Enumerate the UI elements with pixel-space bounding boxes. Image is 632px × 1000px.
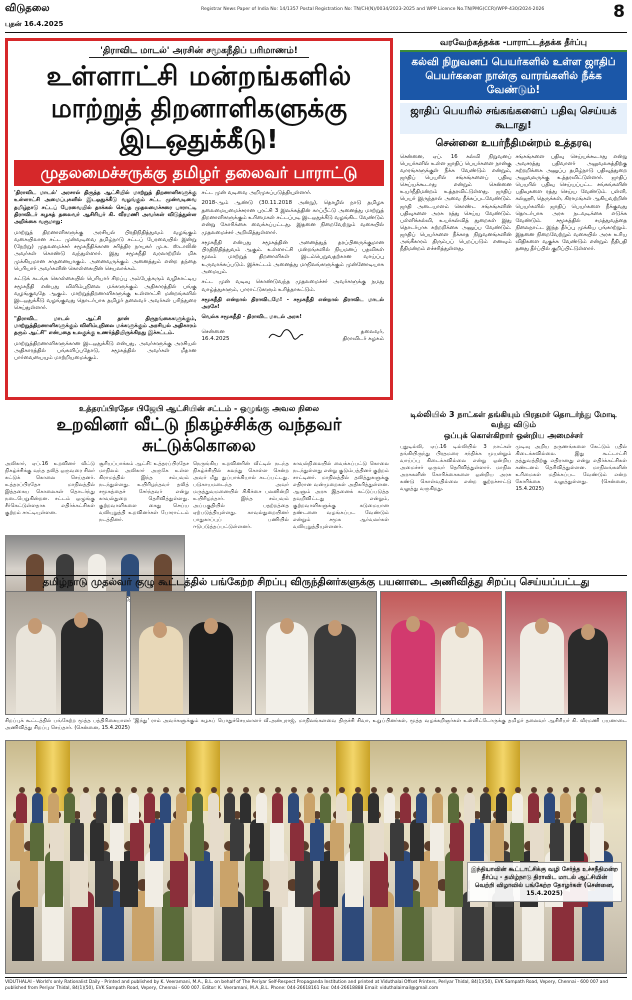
- lead-article: [5, 38, 393, 400]
- crowd-person: [416, 793, 427, 823]
- crowd-person-head: [499, 787, 505, 793]
- lead-paragraph: மாற்றுத் திறனாளிகளுக்கு அரசியல் பிரதிநிதித்துவம் வழங்கும் வகையிலான சட்ட முன்வடிவை தமிழ்நாடு சட்டப் பேரவையில் இன்று (நேற்று) முதலமைச்சர் சமூகநீதிக்கான சரித்திர நாயகர் மு.க. ஸ்டாலின் அவர்கள் கொண்டு வந்துள்ளார். இது சமூகநீதி வரலாற்றில் மிக முக்கியமான சாதனையாகும். அனைவருக்கும் அனைத்தும் என்ற தந்தை பெரியார் அவர்களின் கொள்கையின் செயலாக்கம்.: [14, 229, 197, 272]
- lead-paragraph: வெல்க சமூகநீதி - திராவிட மாடல் அரசு!: [201, 314, 302, 321]
- crowd-person-head: [339, 787, 345, 793]
- crowd-person: [256, 793, 267, 823]
- event-photo: [5, 591, 127, 715]
- lead-column-2: [202, 190, 385, 366]
- up-column-4: காவல்நிலையில் வைக்கப்பட்டு கொலை நடந்துள்ளது என்று குடும்பத்தினர் குற்றம் சாட்டினர். மாநிலத்தில் தலித்துகளுக்கு எதிரான வன்முறைகள் அதிகரித்துள்ளன. ஆளும் அரசு இதனைக் கட்டுப்படுத்த தவறிவிட்டது என்றும், குற்றவாளிகளுக்கு கடுமையான தண்டனை வழங்கப்பட வேண்டும் என்றும் சமூக ஆர்வலர்கள் வலியுறுத்தியுள்ளனர்.: [293, 460, 389, 530]
- crowd-person: [150, 819, 164, 861]
- delhi-column-1: புதுடில்லி, ஏப்.16 டில்லியில் 3 நாட்கள் தங்கியிருந்து பிரதமரை சந்திக்க முயன்றும் வாய்ப்பு கிடைக்கவில்லை என்று ஒன்றிய அமைச்சர் ஒருவர் தெரிவித்துள்ளார். மாநில அரசுகளின் கோரிக்கைகளை ஒன்றிய அரசு கண்டு கொள்வதில்லை என்ற குற்றச்சாட்டு வலுத்து வருகிறது.: [400, 443, 512, 492]
- crowd-person-head: [115, 787, 121, 793]
- crowd-person: [16, 793, 27, 823]
- crowd-person: [352, 793, 363, 823]
- crowd-person: [400, 793, 411, 823]
- up-headline: உறவினர் வீட்டு நிகழ்ச்சிக்கு வந்தவர் சுட்டுக்கொலை: [56, 415, 342, 457]
- crowd-person: [410, 819, 424, 861]
- imprint-footer: VIDUTHALAI - World's only Rationalist Daily - Printed and published by K. Veeramani, M.A., B.L. on behalf of The Periyar Self-Respect Propaganda Institution and printed at Viduthalai Offset Printers, Periyar Thidal, 84(1)(50), EVK Sampath Road, Vepery, Chennai - 600 007 and published from Periyar Thidal, 84(1)(50), EVK Sampath Road, Vepery, Chennai - 600 007. Editor: K. Veeramani, M.A.,B.L. Phone: 044-26618161 Fax: 044-26618888 Email: viduthalaimail@gmail.com: [5, 977, 627, 992]
- crowd-person: [450, 819, 464, 861]
- verdict-court: சென்னை உயர்நீதிமன்றம் உத்தரவு: [435, 138, 592, 150]
- verdict-column-2: சங்கங்களை பதிவு செய்யக்கூடாது என்று அவசரத்து பதிவாளர் அலுவலகத்திற்கு சுற்றறிக்கை அனுப்ப தமிழ்நாடு பதிவுத்துறை அலுவலருக்கு உத்தரவிட்டுள்ளார். ஜாதிப் பெயரில் பதிவு செய்யப்பட்ட சங்கங்களின் பதிவுகளை ரத்து செய்ய வேண்டும். பள்ளி, கல்லூரி, தெருக்கள், கிராமங்கள் ஆகியவற்றின் பெயர்களில் ஜாதிப் பெயர்களை நீக்குவது தொடர்பாக அரசு நடவடிக்கை எடுக்க வேண்டும். சமூகத்தில் சமத்துவத்தை நிலைநாட்ட இந்த தீர்ப்பு முக்கிய பங்காற்றும். இதனை நிறைவேற்றும் வகையில் அரசு உரிய விதிகளை வகுக்க வேண்டும் என்றும் நீதிபதி தனது தீர்ப்பில் குறிப்பிட்டுள்ளார்.: [515, 153, 627, 253]
- crowd-person-head: [355, 787, 361, 793]
- crowd-person: [192, 793, 203, 823]
- crowd-person: [208, 793, 219, 823]
- crowd-person: [176, 793, 187, 823]
- crowd-person: [480, 793, 491, 823]
- event-photo: [255, 591, 377, 715]
- crowd-photo: [5, 740, 627, 974]
- event-photo-strip: [5, 591, 627, 715]
- crowd-person-head: [291, 787, 297, 793]
- crowd-person: [560, 793, 571, 823]
- crowd-person: [310, 819, 324, 861]
- delhi-headline: டில்லியில் 3 நாட்கள் தங்கியும் பிரதமர் தொடர்ந்து மோடி வந்து விடும்: [410, 410, 617, 430]
- lead-paragraph: "திராவிட மாடல் ஆட்சி தான் திருநங்கைகளுக்கும், மாற்றுத்திறனாளிகளுக்கும் விளிம்புநிலை மக்களுக்கும் அரசியல் அதிகாரம் தரும் ஆட்சி" என்பதை உலகுக்கு உணர்த்தியிருக்கிறது இச்சட்டம்.: [14, 315, 197, 337]
- crowd-person: [304, 793, 315, 823]
- verdict-kicker: வரவேற்கத்தக்க -பாராட்டத்தக்க தீர்ப்பு: [439, 38, 587, 48]
- delhi-article: [400, 410, 627, 493]
- lead-kicker: 'திராவிட மாடல்' அரசின் சமூகநீதிப் பரிமாணம்!: [89, 46, 309, 58]
- crowd-person: [370, 819, 384, 861]
- crowd-person: [240, 793, 251, 823]
- crowd-person: [432, 793, 443, 823]
- crowd-person-head: [163, 787, 169, 793]
- issue-date: புதன் 16.4.2025: [5, 20, 64, 28]
- sign-role: தலைவர்,: [360, 328, 384, 335]
- crowd-person-head: [147, 787, 153, 793]
- lead-headline-line-1: உள்ளாட்சி மன்றங்களில்: [46, 61, 352, 93]
- up-column-2: சூரியப்பாக்கம் ஆட்சி: உத்தரப்பிரதேச மாநிலம் அலிகார் அருகே உள்ள கிராமத்தில் இந்த சம்பவம் நடந்துள்ளது. உயிரிழந்தவர் தலித் சமூகத்தைச் சேர்ந்தவர் என்று காவல்துறை தெரிவித்துள்ளது. குற்றவாளிகளை கைது செய்ய வலியுறுத்தி உறவினர்கள் போராட்டம் நடத்தினர்.: [99, 460, 189, 523]
- event-photo: [380, 591, 502, 715]
- crowd-person-head: [531, 787, 537, 793]
- crowd-person: [528, 793, 539, 823]
- crowd-person-head: [179, 787, 185, 793]
- crowd-person-head: [307, 787, 313, 793]
- crowd-person-head: [243, 787, 249, 793]
- crowd-person: [96, 793, 107, 823]
- lead-paragraph: கட்டுக் கடங்க கொள்கையில் பெரியார் சிறப்பு அம்பேத்கரும் வழிகாட்டிய சமூகநீதி என்பது விளிம்புநிலை மக்களுக்கும் அதிகாரத்தில் பங்கு வழங்குவதே ஆகும். மாற்றுத்திறனாளிகளுக்கு உள்ளாட்சி மன்றங்களில் இடஒதுக்கீடு வழங்குவது தொடர்பாக தமிழர் தலைவர் அவர்கள் பரிந்துரை செய்துள்ளார்.: [14, 276, 197, 312]
- crowd-person-head: [483, 787, 489, 793]
- lead-paragraph: சட்ட முன் வடிவை அறிமுகப்படுத்தியுள்ளார்.: [201, 190, 312, 197]
- crowd-person: [170, 819, 184, 861]
- crowd-person-head: [515, 787, 521, 793]
- crowd-person: [576, 793, 587, 823]
- event-headline: தமிழ்நாடு முதல்வர் குழு கூட்டத்தில் பங்கேற்ற சிறப்பு விருந்தினர்களுக்கு பயனாடை அணிவித்து சிறப்பு செய்யப்பட்டது: [5, 575, 627, 589]
- sign-date: 16.4.2025: [201, 336, 230, 343]
- crowd-person: [470, 819, 484, 861]
- crowd-person: [512, 793, 523, 823]
- crowd-person: [32, 793, 43, 823]
- crowd-person: [592, 793, 603, 823]
- crowd-person: [230, 819, 244, 861]
- crowd-person: [224, 793, 235, 823]
- crowd-person-head: [99, 787, 105, 793]
- crowd-person-head: [83, 787, 89, 793]
- court-verdict-article: [400, 38, 627, 254]
- crowd-person: [496, 793, 507, 823]
- crowd-person: [112, 793, 123, 823]
- crowd-person: [544, 793, 555, 823]
- crowd-person-head: [275, 787, 281, 793]
- page-number: 8: [613, 2, 625, 22]
- crowd-person: [80, 793, 91, 823]
- masthead: [5, 3, 627, 33]
- lead-column-1: [14, 190, 197, 366]
- lead-paragraph: 'திராவிட மாடல்' அரசால் திருத்த ஆட்சியில் மாற்றுத் திறனாளிகளுக்கு உள்ளாட்சி அமைப்புகளில் இடஒதுக்கீடு வழங்கும் சட்ட முன்வடிவை தமிழ்நாடு சட்டப் பேரவையில் தாக்கல் செய்த முதலமைச்சரை பாராட்டி திராவிடர் கழகத் தலைவர் ஆசிரியர் கி. வீரமணி அவர்கள் விடுத்துள்ள அறிக்கை வருமாறு:: [14, 190, 197, 226]
- crowd-person: [90, 819, 104, 861]
- up-column-3: நெருங்கிய உறவினரின் வீட்டில் நடந்த நிகழ்ச்சியில் கலந்து கொள்ள சென்ற அவர் மீது துப்பாக்கியால் சுடப்பட்டது. படுகாயமடைந்த அவர் மருத்துவமனையில் சிகிச்சை பலனின்றி உயிரிழந்தார். இந்த சம்பவம் அப்பகுதியில் பதற்றத்தை ஏற்படுத்தியுள்ளது. காவல்துறையினர் பாதுகாப்புப் பணியில் ஈடுபடுத்தப்பட்டுள்ளனர்.: [193, 460, 289, 530]
- crowd-person-head: [35, 787, 41, 793]
- crowd-person: [530, 819, 544, 861]
- crowd-person: [48, 793, 59, 823]
- crowd-person: [110, 819, 124, 861]
- lead-paragraph: சமூகநீதி என்றால் திராவிடமே! - சமூகநீதி என்றால் திராவிட மாடல் அரசே!: [201, 296, 384, 311]
- crowd-person-head: [403, 787, 409, 793]
- crowd-person: [490, 819, 504, 861]
- crowd-person: [30, 819, 44, 861]
- crowd-person: [70, 819, 84, 861]
- crowd-person: [570, 819, 584, 861]
- crowd-photo-caption: இந்தியாவின் கூட்டாட்சிக்கு வழி சேர்த்த உச்சநீதிமன்ற தீர்ப்பு - தமிழ்நாடு திராவிட மாடல் ஆட்சியின் வெற்றி விழாவில் பங்கேற்ற தோழர்கள் (சென்னை, 15.4.2025): [467, 862, 622, 902]
- sign-place: சென்னை: [201, 328, 225, 335]
- crowd-person: [10, 819, 24, 861]
- crowd-person: [330, 819, 344, 861]
- crowd-person-head: [67, 787, 73, 793]
- event-photo-caption: சிறப்புக் கூட்டத்தில் பங்கேற்ற மூத்த பத்திரிகையாளர் 'இந்து' ராம் அவர்களுக்கும் கழகப் பொதுச்செயலாளர் வீ.அன்புராஜ், மாநிலங்களவை திருச்சி சிவா, உறுப்பினர்கள், மூத்த வழக்கறிஞர்கள் உள்ளிட்டோருக்கு தமிழர் தலைவர் ஆசிரியர் கி. வீரமணி பயனாடை அணிவித்து சிறப்பு செய்தார். (சென்னை, 15.4.2025): [5, 718, 627, 732]
- crowd-person: [190, 819, 204, 861]
- lead-banner: முதலமைச்சருக்கு தமிழர் தலைவர் பாராட்டு: [14, 160, 384, 186]
- crowd-person-head: [323, 787, 329, 793]
- crowd-person: [510, 819, 524, 861]
- registration-line: Registrar News Paper of India No: 14/1357 Postal Registration No: TN/CH(N)/0034/2023-2025 and WPP Licence No.TN/PMG(CCR)/WPP-430/2024-2026: [201, 7, 545, 12]
- crowd-person-head: [195, 787, 201, 793]
- verdict-headline: கல்வி நிறுவனப் பெயர்களில் உள்ள ஜாதிப் பெயர்களை நான்கு வாரங்களில் நீக்க வேண்டும்!: [400, 52, 627, 101]
- crowd-person: [144, 793, 155, 823]
- crowd-person: [590, 819, 604, 861]
- crowd-person-head: [579, 787, 585, 793]
- crowd-person-head: [259, 787, 265, 793]
- crowd-person: [550, 819, 564, 861]
- crowd-person: [464, 793, 475, 823]
- paper-name: விடுதலை: [5, 3, 50, 14]
- crowd-person: [290, 819, 304, 861]
- crowd-person: [270, 819, 284, 861]
- crowd-person: [272, 793, 283, 823]
- crowd-person-head: [19, 787, 25, 793]
- event-photo: [505, 591, 627, 715]
- crowd-person: [384, 793, 395, 823]
- crowd-person: [288, 793, 299, 823]
- crowd-person-head: [51, 787, 57, 793]
- crowd-person-head: [387, 787, 393, 793]
- lead-paragraph: சமூகநீதி என்பது சமூகத்தின் அனைத்துத் தரப்பினருக்குமான பிரதிநிதித்துவம் ஆகும். உள்ளாட்சி மன்றங்களில் நியமனப் பதவிகள் மூலம் மாற்றுத் திறனாளிகள் இடம்பெறுவதற்கான வாய்ப்பு உருவாக்கப்படும். இச்சட்டம் அனைத்து மாநிலங்களுக்கும் முன்னோடியாக அமையும்.: [201, 239, 384, 275]
- crowd-person-head: [547, 787, 553, 793]
- verdict-column-1: சென்னை, ஏப். 16 கல்வி நிறுவனப் பெயர்களில் உள்ள ஜாதிப் பெயர்களை நான்கு வாரங்களுக்குள் நீக்க வேண்டும் என்றும், ஜாதிப் பெயரில் சங்கங்களைப் பதிவு செய்யக்கூடாது என்றும் சென்னை உயர்நீதிமன்றம் உத்தரவிட்டுள்ளது. ஜாதிப் பெயர் இருந்தால் அவை நீக்கப்படவேண்டும். ஜாதி அடையாளம் கொண்ட சங்கங்களின் பதிவுகளை அரசு ரத்து செய்ய வேண்டும். பள்ளிக்கல்வி, உயர்கல்வித் துறைகள் இது தொடர்பாக சுற்றறிக்கை அனுப்ப வேண்டும். ஜாதிப் பெயர்களை நீக்காத நிறுவனங்களின் அங்கீகாரம் திரும்பப் பெறப்படும் எனவும் நீதிமன்றம் எச்சரித்துள்ளது.: [400, 153, 512, 253]
- crowd-person: [368, 793, 379, 823]
- crowd-person-head: [419, 787, 425, 793]
- crowd-person-head: [371, 787, 377, 793]
- crowd-person: [160, 793, 171, 823]
- crowd-person: [320, 793, 331, 823]
- signature-block: [202, 326, 385, 344]
- verdict-subhead: ஜாதிப் பெயரில் சங்கங்களைப் பதிவு செய்யக் கூடாது!: [400, 103, 627, 134]
- lead-paragraph: மாற்றுத்திறனாளிகளுக்கான இடஒதுக்கீடு என்பது, அவர்களுக்கு அரசியல் அதிகாரத்தில் பங்களிப்பதோடு, சமூகத்தில் அவர்கள் மீதான பார்வையையும் மாற்றியமைக்கும்.: [14, 340, 197, 362]
- delhi-column-2: முடிவு அறிய தருணங்களை கேட்டும் பதில் கிடைக்கவில்லை. இது கூட்டாட்சி தத்துவத்திற்கு எதிரானது என்று எதிர்க்கட்சிகள் கண்டனம் தெரிவித்துள்ளன. மாநிலங்களின் உரிமைகள் மதிக்கப்பட வேண்டும் என்ற கோரிக்கை வலுத்துள்ளது. (சென்னை, 15.4.2025): [515, 443, 627, 492]
- lead-paragraph: 2018-ஆம் ஆண்டு (30.11.2018 அன்று), தொழில் நாடு தமிழக தலைமையமைச்சரான புரட்சி 3 இலக்கத்தின் காப்பீட்டு அனைத்து மாற்றுத் திறனாளிகளுக்கும் உரிமைகள் சட்டப்படி இடஒதுக்கீடு வழங்கிட வேண்டும் என்று கோரிக்கை வைக்கப்பட்டது. இதனை நிறைவேற்றும் வகையில் முதலமைச்சர் அறிவித்துள்ளார்.: [201, 200, 384, 236]
- crowd-person-head: [451, 787, 457, 793]
- lead-paragraph: சட்ட முன் வடிவு கொண்டுவந்த முதலமைச்சர் அவர்களுக்கு நமது வாழ்த்துகளும், பாராட்டுகளும் உரித்தாகட்டும்.: [201, 279, 384, 293]
- crowd-person: [390, 819, 404, 861]
- crowd-person: [50, 819, 64, 861]
- event-photo: [130, 591, 252, 715]
- crowd-person: [430, 819, 444, 861]
- sign-org: திராவிடர் கழகம்: [342, 336, 384, 343]
- crowd-person-head: [595, 787, 601, 793]
- crowd-person-head: [211, 787, 217, 793]
- up-kicker: உத்தரப்பிரதேச பிஜேபி ஆட்சியின் சட்டம் - ஒழுங்கு அவல நிலை: [79, 404, 319, 413]
- crowd-person: [64, 793, 75, 823]
- crowd-person-head: [227, 787, 233, 793]
- crowd-person: [128, 793, 139, 823]
- crowd-person: [336, 793, 347, 823]
- crowd-person-head: [563, 787, 569, 793]
- crowd-person-head: [131, 787, 137, 793]
- delhi-subhead: ஒப்புக் கொள்கிறார் ஒன்றிய அமைச்சர்: [443, 430, 584, 440]
- crowd-person: [130, 819, 144, 861]
- lead-headline-line-2: மாற்றுத் திறனாளிகளுக்கு இடஒதுக்கீடு!: [50, 93, 348, 155]
- crowd-person-head: [467, 787, 473, 793]
- up-column-1: அலிகார், ஏப்.16 உறவினர் வீட்டு நிகழ்ச்சிக்கு வந்த தலித் ஒருவரை சிலர் சுட்டுக் கொலை செய்தனர். உத்தரப்பிரதேச மாநிலத்தில் இத்தகைய கொலைகள் தொடர்ந்து நடைபெறுகின்றன. சட்டம் ஒழுங்கு சீர்கெட்டுள்ளதாக எதிர்க்கட்சிகள் குற்றம் சாட்டியுள்ளன.: [5, 460, 95, 516]
- crowd-person-head: [435, 787, 441, 793]
- signature-icon: [266, 326, 306, 344]
- crowd-person: [210, 819, 224, 861]
- crowd-person: [448, 793, 459, 823]
- crowd-person: [250, 819, 264, 861]
- crowd-person: [350, 819, 364, 861]
